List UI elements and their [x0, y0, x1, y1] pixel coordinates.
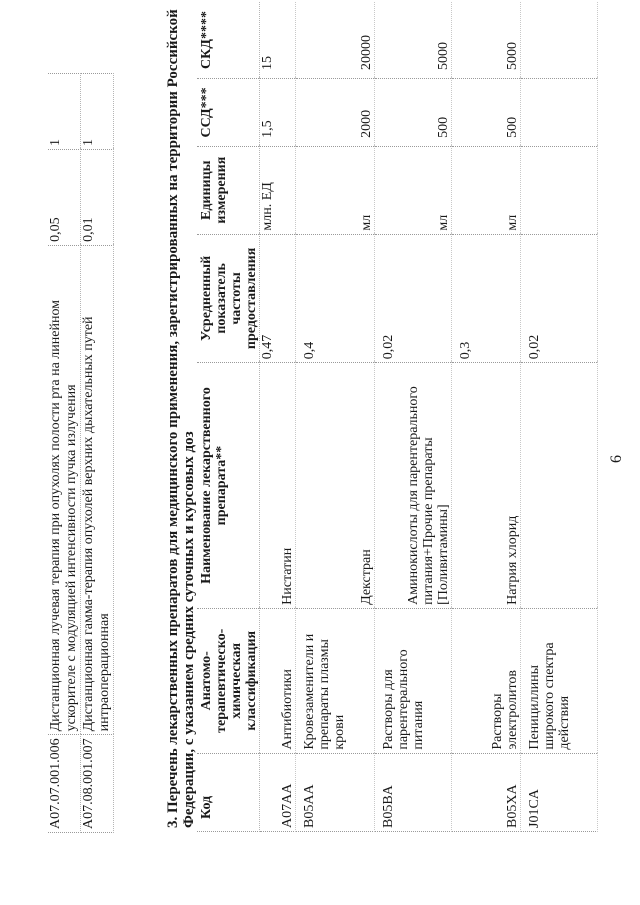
- drug-ssd: 500: [375, 78, 452, 146]
- drug-skd: 5000: [452, 2, 521, 78]
- column-header-skd: СКД****: [197, 2, 260, 78]
- drug-frequency: 0,02: [375, 234, 452, 363]
- drug-name: [521, 363, 598, 609]
- table-row: [296, 2, 375, 832]
- table-row: [452, 2, 521, 832]
- drug-code: B05BA: [375, 753, 452, 831]
- drug-unit: мл: [452, 146, 521, 234]
- table-row: [48, 74, 81, 833]
- table-row: [260, 2, 296, 832]
- column-header-drug: Наименование лекарственного препарата**: [197, 363, 260, 609]
- drug-skd: [521, 2, 598, 78]
- drug-frequency: 0,4: [296, 234, 375, 363]
- drug-frequency: 0,47: [260, 234, 296, 363]
- drug-skd: 15: [260, 2, 296, 78]
- service-frequency: 0,01: [81, 150, 114, 246]
- drug-name: Натрия хлорид: [452, 363, 521, 609]
- drug-atc: Растворы для парентерального питания: [375, 608, 452, 753]
- drug-skd: 5000: [375, 2, 452, 78]
- column-header-code: Код: [197, 753, 260, 831]
- drug-code: B05AA: [296, 753, 375, 831]
- column-header-unit: Единицы измерения: [197, 146, 260, 234]
- column-header-frequency: Усредненный показатель частоты предоставления: [197, 234, 260, 363]
- drug-code: J01CA: [521, 753, 598, 831]
- drug-ssd: 1,5: [260, 78, 296, 146]
- column-header-ssd: ССД***: [197, 78, 260, 146]
- drug-code: A07AA: [260, 753, 296, 831]
- drug-atc: Пенициллины широкого спектра действия: [521, 608, 598, 753]
- medical-services-table: [48, 73, 114, 833]
- drug-atc: Кровезаменители и препараты плазмы крови: [296, 608, 375, 753]
- drug-ssd: [521, 78, 598, 146]
- drugs-table: [197, 2, 598, 832]
- table-row: [521, 2, 598, 832]
- drug-code: B05XA: [452, 753, 521, 831]
- drug-frequency: 0,3: [452, 234, 521, 363]
- drug-unit: мл: [375, 146, 452, 234]
- table-row: [375, 2, 452, 832]
- service-name: Дистанционная гамма-терапия опухолей верхних дыхательных путей интраоперационная: [81, 245, 114, 734]
- service-code: A07.08.001.007: [81, 735, 114, 833]
- service-code: A07.07.001.006: [48, 735, 81, 833]
- drug-ssd: 500: [452, 78, 521, 146]
- drug-atc: Растворы электролитов: [452, 608, 521, 753]
- table-header-row: [197, 2, 260, 832]
- drug-skd: 20000: [296, 2, 375, 78]
- page-number: 6: [608, 455, 625, 463]
- service-frequency: 0,05: [48, 150, 81, 246]
- drug-name: Декстран: [296, 363, 375, 609]
- drug-unit: мл: [296, 146, 375, 234]
- drug-ssd: 2000: [296, 78, 375, 146]
- service-multiplicity: 1: [48, 74, 81, 150]
- drug-frequency: 0,02: [521, 234, 598, 363]
- drug-unit: [521, 146, 598, 234]
- table-row: [81, 74, 114, 833]
- section-title: 3. Перечень лекарственных препаратов для медицинского применения, зарегистрированных на территории Российской Федерации, с указанием средних суточных и курсовых доз: [165, 9, 197, 828]
- drug-unit: млн. ЕД: [260, 146, 296, 234]
- column-header-atc: Анатомо-терапевтическо-химическая классификация: [197, 608, 260, 753]
- drug-name: Аминокислоты для парентерального питания+Прочие препараты [Поливитамины]: [375, 363, 452, 609]
- drug-atc: Антибиотики: [260, 608, 296, 753]
- service-name: Дистанционная лучевая терапия при опухолях полости рта на линейном ускорителе с модуляцией интенсивности пучка излучения: [48, 245, 81, 734]
- drug-name: Нистатин: [260, 363, 296, 609]
- service-multiplicity: 1: [81, 74, 114, 150]
